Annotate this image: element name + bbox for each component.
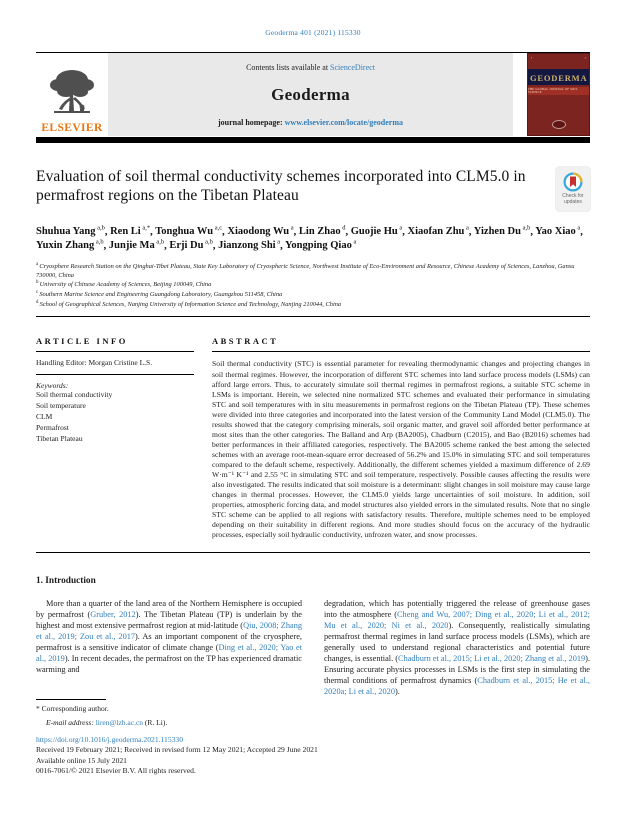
- check-updates-label: Check for updates: [562, 193, 584, 205]
- homepage-prefix: journal homepage:: [217, 118, 285, 127]
- contents-prefix: Contents lists available at: [246, 63, 331, 72]
- issn-copyright: 0016-7061/© 2021 Elsevier B.V. All rights reserved.: [36, 766, 196, 776]
- author-name: Yao Xiao $^a$: [535, 224, 581, 237]
- keywords-rule: [36, 374, 194, 375]
- citation-link[interactable]: Ding et al., 2020; Yao et al., 2019: [36, 642, 302, 663]
- email-label: E-mail address:: [46, 717, 94, 727]
- sciencedirect-link[interactable]: ScienceDirect: [330, 63, 375, 72]
- intro-right-column: [324, 598, 590, 728]
- author-name: Yuxin Zhang $^{a,b}$: [36, 238, 104, 252]
- author-name: Yizhen Du $^{a,b}$: [473, 224, 531, 237]
- author-name: Jianzong Shi $^a$: [218, 238, 281, 252]
- citation-link[interactable]: Qiu, 2008; Zhang et al., 2019; Zou et al., 2017: [36, 620, 302, 641]
- cover-subtitle: THE GLOBAL JOURNAL OF SOIL SCIENCE: [528, 87, 589, 95]
- corresponding-author-footnote: [36, 699, 302, 728]
- article-info-heading: ARTICLE INFO: [36, 336, 128, 347]
- journal-reference: Geoderma 401 (2021) 115330: [265, 28, 361, 37]
- elsevier-tree-icon: [46, 67, 98, 123]
- email-line: [36, 718, 302, 728]
- article-info-heading-rule: [36, 351, 194, 352]
- available-online: Available online 15 July 2021: [36, 755, 127, 765]
- keyword-item: CLM: [36, 411, 53, 421]
- abstract-bottom-rule: [36, 552, 590, 553]
- author-name: Ren Li $^{a,*}$: [110, 224, 151, 237]
- citation-link[interactable]: Gruber, 2012: [90, 609, 136, 619]
- journal-cover-thumbnail: [527, 53, 590, 136]
- cover-top-marks: ▪ ▪: [531, 56, 586, 60]
- doi-link[interactable]: https://doi.org/10.1016/j.geoderma.2021.115330: [36, 735, 184, 744]
- elsevier-logo: [36, 53, 108, 136]
- abstract-text: Soil thermal conductivity (STC) is essential parameter for revealing thermodynamic changes and projecting changes in soil thermal regimes. However, the incorporation of different STC schemes into land surface process models (LSMs) can afford large errors. Thus, to accurately simulate soil thermal regimes in permafrost regions, a suitable STC scheme in LSMs is important. Herein, we selected nine normalized STC schemes and evaluated their performance in simulating STC and soil temperatures with in situ measurements in permafrost regions on the Tibetan Plateau (TP). These schemes were divided into three categories and incorporated into the latest version of the Community Land Model (CLM5.0). The results showed that the category comprising minerals, soil organic matter, and gravel soil afforded better performance at most sites than the other categories. The Balland and Arp (BA2005), Chadburn (C2015), and Bao (B2016) schemes had better performances in their affiliated categories, respectively. The BA2005 scheme ranked the best among the selected schemes with an average root-mean-square error decreased of 56.2% and 15.0% in simulating STC and soil temperatures compared to the default scheme, respectively. Additionally, the different schemes yielded a maximum difference of 2.69 W·m⁻¹ K⁻¹ and 2.55 °C in simulating STC and soil temperature, respectively. Possible causes affecting the results were also investigated. The results indicated that soil moisture is a determinant: slight changes in soil moisture may cause large changes in thermal processes. However, the CLM5.0 yields large uncertainties of soil moisture. In addition, soil properties, atmospheric forcing data, and model structures also yielded errors in the simulated results. Note that no single STC scheme can be applied to all regions with satisfactory results. Therefore, multiple schemes need to be employed depending on their suitability in different regions. And more studies should focus on the accuracy of the hydraulic processes, especially soil hydraulic conductivity, unfrozen water, and snow processes.: [212, 359, 590, 539]
- keyword-item: Tibetan Plateau: [36, 433, 83, 443]
- corresponding-author-line: * Corresponding author.: [36, 703, 109, 713]
- journal-masthead: [108, 53, 513, 136]
- affiliation-line: $^c$ Southern Marine Science and Engineering Guangdong Laboratory, Guangzhou 511458, China: [36, 289, 283, 299]
- author-name: Shuhua Yang $^{a,b}$: [36, 224, 105, 237]
- author-name: Xiaofan Zhu $^a$: [407, 224, 469, 237]
- elsevier-wordmark: ELSEVIER: [41, 121, 103, 134]
- check-updates-icon: [563, 172, 583, 192]
- author-name: Guojie Hu $^a$: [350, 224, 403, 237]
- footnote-rule: [36, 699, 106, 700]
- homepage-link[interactable]: www.elsevier.com/locate/geoderma: [284, 118, 403, 127]
- citation-link[interactable]: Chadburn et al., 2015; Li et al., 2020; Zhang et al., 2019: [398, 653, 586, 663]
- received-dates: Received 19 February 2021; Received in revised form 12 May 2021; Accepted 29 June 2021: [36, 745, 318, 755]
- section-heading-introduction: 1. Introduction: [36, 575, 96, 586]
- cover-title-band: [528, 69, 589, 85]
- article-title: Evaluation of soil thermal conductivity schemes incorporated into CLM5.0 in permafrost regions on the Tibetan Plateau: [36, 167, 526, 204]
- author-name: Lin Zhao $^d$: [298, 224, 346, 237]
- article-info-column: [36, 336, 212, 539]
- author-name: Yongping Qiao $^a$: [285, 238, 357, 252]
- intro-left-column: [36, 598, 302, 728]
- author-name: Tonghua Wu $^{a,c}$: [155, 224, 223, 237]
- keyword-item: Soil thermal conductivity: [36, 390, 113, 400]
- author-name: Junjie Ma $^{a,b}$: [108, 238, 165, 252]
- affiliation-line: $^a$ Cryosphere Research Station on the Qinghai-Tibet Plateau, State Key Laboratory of Cryospheric Science, Northwest Institute of Eco-Environment and Resource, Chinese Academy of Sciences, Lanzhou, Gansu 730000, China: [36, 261, 575, 279]
- keyword-item: Soil temperature: [36, 401, 86, 411]
- check-for-updates-badge[interactable]: [556, 167, 590, 211]
- intro-paragraph-right: degradation, which has potentially triggered the release of greenhouse gases into the atmosphere (Cheng and Wu, 2007; Ding et al., 2020; Li et al., 2012; Mu et al., 2020; Ni et al., 2020). Consequently, realistically simulating permafrost thermal regimes in land surface process models (LSMs), which are generally used to understand regional characteristics and potential future changes, is essential. (Chadburn et al., 2015; Li et al., 2020; Zhang et al., 2019). Ensuring accurate physics processes in LSMs is the first step in simulating the thermal conditions of permafrost dynamics (Chadburn et al., 2015; He et al., 2020a; Li et al., 2020).: [324, 598, 590, 697]
- article-footer: [36, 735, 590, 777]
- affiliation-line: $^d$ School of Geographical Sciences, Nanjing University of Information Science and Technology, Nanjing 210044, China: [36, 299, 342, 308]
- contents-line: [246, 63, 375, 72]
- author-name: Xiaodong Wu $^a$: [227, 224, 294, 237]
- affiliation-line: $^b$ University of Chinese Academy of Sciences, Beijing 100049, China: [36, 280, 212, 289]
- email-link[interactable]: liren@lzb.ac.cn: [95, 717, 144, 727]
- journal-title: Geoderma: [271, 85, 350, 104]
- affiliation-list: [36, 262, 590, 310]
- citation-link[interactable]: Cheng and Wu, 2007; Ding et al., 2020; Li et al., 2012; Mu et al., 2020; Ni et al., 2020: [324, 609, 590, 630]
- author-list: Shuhua Yang $^{a,b}$, Ren Li $^{a,*}$, Tonghua Wu $^{a,c}$, Xiaodong Wu $^a$, Lin Zhao $^d$, Guojie Hu $^a$, Xiaofan Zhu $^a$, Yizhen Du $^{a,b}$, Yao Xiao $^a$, Yuxin Zhang $^{a,b}$, Junjie Ma $^{a,b}$, Erji Du $^{a,b}$, Jianzong Shi $^a$, Yongping Qiao $^a$: [36, 224, 583, 252]
- citation-link[interactable]: Chadburn et al., 2015; He et al., 2020a; Li et al., 2020: [324, 675, 590, 697]
- homepage-line: [218, 118, 403, 127]
- email-suffix: (R. Li).: [143, 717, 168, 727]
- cover-journal-title: GEODERMA: [530, 73, 588, 83]
- cover-emblem-icon: [552, 120, 566, 129]
- abstract-heading-rule: [212, 351, 590, 352]
- intro-paragraph-left: More than a quarter of the land area of the Northern Hemisphere is occupied by permafrost (Gruber, 2012). The Tibetan Plateau (TP) is underlain by the highest and most extensive permafrost region at mid-latitude (Qiu, 2008; Zhang et al., 2019; Zou et al., 2017). As an important component of the cryosphere, permafrost is a sensitive indicator of climate change (Ding et al., 2020; Yao et al., 2019). In recent decades, the permafrost on the TP has experienced dramatic warming and: [36, 598, 302, 674]
- keyword-item: Permafrost: [36, 422, 69, 432]
- abstract-column: [212, 336, 590, 539]
- handling-editor: Handling Editor: Morgan Cristine L.S.: [36, 358, 153, 368]
- header-bottom-bar: [36, 137, 590, 143]
- keywords-list: [36, 390, 194, 444]
- abstract-heading: ABSTRACT: [212, 336, 279, 347]
- journal-header: [36, 53, 590, 136]
- author-name: Erji Du $^{a,b}$: [169, 238, 213, 252]
- keywords-label: Keywords:: [36, 381, 69, 391]
